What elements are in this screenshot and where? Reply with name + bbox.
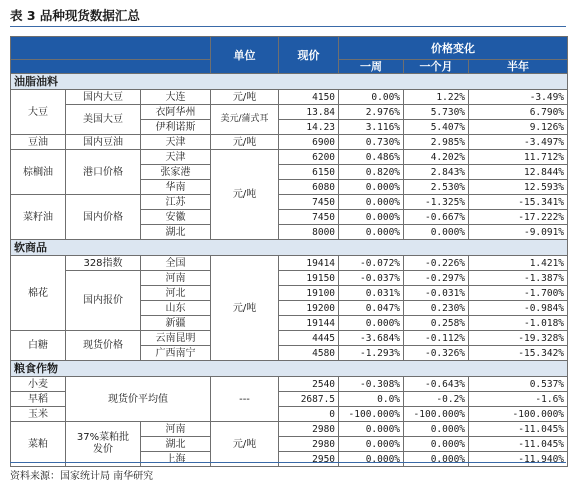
header-month: 一个月 xyxy=(404,60,469,74)
price-cell: 4580 xyxy=(279,346,339,361)
week-cell: 0.000% xyxy=(339,422,404,437)
table-row xyxy=(11,195,568,210)
half-year-cell: -1.6% xyxy=(469,392,568,407)
table-row xyxy=(11,422,568,437)
week-cell: 0.000% xyxy=(339,195,404,210)
price-cell: 0 xyxy=(279,407,339,422)
price-cell: 19414 xyxy=(279,256,339,271)
category-oils: 油脂油料 xyxy=(11,74,568,90)
table-row xyxy=(11,331,568,346)
commodity-early-rice: 早稻 xyxy=(11,392,66,407)
half-year-cell: -11.940% xyxy=(469,452,568,467)
half-year-cell: 9.126% xyxy=(469,120,568,135)
price-cell: 19200 xyxy=(279,301,339,316)
month-cell: 5.407% xyxy=(404,120,469,135)
price-cell: 2687.5 xyxy=(279,392,339,407)
month-cell: -0.643% xyxy=(404,377,469,392)
week-cell: -1.293% xyxy=(339,346,404,361)
month-cell: 4.202% xyxy=(404,150,469,165)
half-year-cell: -100.000% xyxy=(469,407,568,422)
subtype-meal-wholesale-line2: 发价 xyxy=(93,444,113,455)
price-cell: 2540 xyxy=(279,377,339,392)
region-cell: 大连 xyxy=(141,90,211,105)
week-cell: 0.000% xyxy=(339,437,404,452)
subtype-domestic-quote: 国内报价 xyxy=(66,271,141,331)
week-cell: 3.116% xyxy=(339,120,404,135)
price-cell: 2980 xyxy=(279,437,339,452)
month-cell: -0.2% xyxy=(404,392,469,407)
unit-cell: 元/吨 xyxy=(211,150,279,240)
month-cell: 0.000% xyxy=(404,437,469,452)
region-cell: 广西南宁 xyxy=(141,346,211,361)
month-cell: 0.000% xyxy=(404,225,469,240)
half-year-cell: -3.49% xyxy=(469,90,568,105)
subtype-port-price: 港口价格 xyxy=(66,150,141,195)
subtype-index-328: 328指数 xyxy=(66,256,141,271)
subtype-spot-average: 现货价平均值 xyxy=(66,377,211,422)
header-row xyxy=(11,37,568,60)
subtype-meal-wholesale xyxy=(66,422,141,467)
region-cell: 安徽 xyxy=(141,210,211,225)
week-cell: -0.072% xyxy=(339,256,404,271)
table-row xyxy=(11,90,568,105)
unit-cell: --- xyxy=(211,377,279,422)
half-year-cell: -11.045% xyxy=(469,422,568,437)
week-cell: 0.000% xyxy=(339,225,404,240)
category-row xyxy=(11,361,568,377)
price-cell: 14.23 xyxy=(279,120,339,135)
subtype-domestic-soybean: 国内大豆 xyxy=(66,90,141,105)
header-unit: 单位 xyxy=(211,37,279,74)
subtype-spot-price: 现货价格 xyxy=(66,331,141,361)
region-cell: 山东 xyxy=(141,301,211,316)
week-cell: 0.000% xyxy=(339,180,404,195)
month-cell: -1.325% xyxy=(404,195,469,210)
subtype-domestic-soybean-oil: 国内豆油 xyxy=(66,135,141,150)
half-year-cell: -19.328% xyxy=(469,331,568,346)
unit-cell: 元/吨 xyxy=(211,256,279,361)
week-cell: -3.684% xyxy=(339,331,404,346)
half-year-cell: 0.537% xyxy=(469,377,568,392)
price-cell: 13.84 xyxy=(279,105,339,120)
price-cell: 6900 xyxy=(279,135,339,150)
half-year-cell: 12.844% xyxy=(469,165,568,180)
header-blank xyxy=(11,37,211,60)
price-cell: 4445 xyxy=(279,331,339,346)
price-cell: 2950 xyxy=(279,452,339,467)
table-row xyxy=(11,271,568,286)
half-year-cell: -1.018% xyxy=(469,316,568,331)
price-cell: 7450 xyxy=(279,210,339,225)
half-year-cell: 1.421% xyxy=(469,256,568,271)
half-year-cell: -15.342% xyxy=(469,346,568,361)
half-year-cell: 6.790% xyxy=(469,105,568,120)
half-year-cell: 12.593% xyxy=(469,180,568,195)
region-cell: 天津 xyxy=(141,150,211,165)
month-cell: -0.667% xyxy=(404,210,469,225)
week-cell: -0.037% xyxy=(339,271,404,286)
half-year-cell: -11.045% xyxy=(469,437,568,452)
month-cell: -0.031% xyxy=(404,286,469,301)
region-cell: 河南 xyxy=(141,271,211,286)
region-cell: 江苏 xyxy=(141,195,211,210)
region-cell: 河南 xyxy=(141,422,211,437)
week-cell: 0.820% xyxy=(339,165,404,180)
commodity-sugar: 白糖 xyxy=(11,331,66,361)
month-cell: 2.985% xyxy=(404,135,469,150)
week-cell: 0.0% xyxy=(339,392,404,407)
unit-cell: 元/吨 xyxy=(211,135,279,150)
week-cell: 0.000% xyxy=(339,316,404,331)
category-row xyxy=(11,74,568,90)
table-row xyxy=(11,256,568,271)
unit-cell: 元/吨 xyxy=(211,422,279,467)
price-cell: 2980 xyxy=(279,422,339,437)
header-half-year: 半年 xyxy=(469,60,568,74)
price-cell: 8000 xyxy=(279,225,339,240)
month-cell: 0.258% xyxy=(404,316,469,331)
month-cell: -100.000% xyxy=(404,407,469,422)
header-week: 一周 xyxy=(339,60,404,74)
commodity-cotton: 棉花 xyxy=(11,256,66,331)
month-cell: 0.000% xyxy=(404,452,469,467)
week-cell: 0.000% xyxy=(339,210,404,225)
region-cell: 新疆 xyxy=(141,316,211,331)
month-cell: 0.000% xyxy=(404,422,469,437)
price-cell: 7450 xyxy=(279,195,339,210)
commodity-corn: 玉米 xyxy=(11,407,66,422)
table-row xyxy=(11,150,568,165)
week-cell: 0.031% xyxy=(339,286,404,301)
half-year-cell: -9.091% xyxy=(469,225,568,240)
category-row xyxy=(11,240,568,256)
subtype-meal-wholesale-line1: 37%菜粕批 xyxy=(76,432,130,443)
month-cell: 1.22% xyxy=(404,90,469,105)
header-change: 价格变化 xyxy=(339,37,568,60)
price-cell: 19100 xyxy=(279,286,339,301)
price-cell: 6200 xyxy=(279,150,339,165)
source-note: 资料来源：国家统计局 南华研究 xyxy=(10,471,154,482)
category-grains: 粮食作物 xyxy=(11,361,568,377)
half-year-cell: -0.984% xyxy=(469,301,568,316)
commodity-rapeseed-oil: 菜籽油 xyxy=(11,195,66,240)
week-cell: -100.000% xyxy=(339,407,404,422)
month-cell: 0.230% xyxy=(404,301,469,316)
header-price: 现价 xyxy=(279,37,339,74)
subheader-blank xyxy=(11,60,211,74)
week-cell: -0.308% xyxy=(339,377,404,392)
commodity-wheat: 小麦 xyxy=(11,377,66,392)
region-cell: 湖北 xyxy=(141,437,211,452)
month-cell: -0.226% xyxy=(404,256,469,271)
region-cell: 衣阿华州 xyxy=(141,105,211,120)
region-cell: 伊利诺斯 xyxy=(141,120,211,135)
week-cell: 0.000% xyxy=(339,452,404,467)
subtype-domestic-price: 国内价格 xyxy=(66,195,141,240)
month-cell: -0.112% xyxy=(404,331,469,346)
commodity-rapeseed-meal: 菜粕 xyxy=(11,422,66,467)
half-year-cell: -15.341% xyxy=(469,195,568,210)
region-cell: 张家港 xyxy=(141,165,211,180)
commodity-soybean-oil: 豆油 xyxy=(11,135,66,150)
price-cell: 4150 xyxy=(279,90,339,105)
half-year-cell: -3.497% xyxy=(469,135,568,150)
unit-cell: 元/吨 xyxy=(211,90,279,105)
region-cell: 云南昆明 xyxy=(141,331,211,346)
commodity-palm-oil: 棕榈油 xyxy=(11,150,66,195)
category-softs: 软商品 xyxy=(11,240,568,256)
table-row xyxy=(11,105,568,120)
week-cell: 0.730% xyxy=(339,135,404,150)
region-cell: 天津 xyxy=(141,135,211,150)
table-caption: 表 3 品种现货数据汇总 xyxy=(10,8,140,23)
subtype-us-soybean: 美国大豆 xyxy=(66,105,141,135)
price-cell: 19150 xyxy=(279,271,339,286)
commodity-soybean: 大豆 xyxy=(11,90,66,135)
region-cell: 河北 xyxy=(141,286,211,301)
table-row xyxy=(11,135,568,150)
week-cell: 0.00% xyxy=(339,90,404,105)
price-cell: 6080 xyxy=(279,180,339,195)
region-cell: 全国 xyxy=(141,256,211,271)
half-year-cell: -17.222% xyxy=(469,210,568,225)
month-cell: -0.297% xyxy=(404,271,469,286)
spot-price-table xyxy=(10,36,568,467)
unit-cell: 美元/蒲式耳 xyxy=(211,105,279,135)
week-cell: 2.976% xyxy=(339,105,404,120)
half-year-cell: -1.700% xyxy=(469,286,568,301)
week-cell: 0.047% xyxy=(339,301,404,316)
region-cell: 上海 xyxy=(141,452,211,467)
month-cell: 5.730% xyxy=(404,105,469,120)
half-year-cell: 11.712% xyxy=(469,150,568,165)
price-cell: 6150 xyxy=(279,165,339,180)
caption-divider xyxy=(10,26,566,27)
half-year-cell: -1.387% xyxy=(469,271,568,286)
price-cell: 19144 xyxy=(279,316,339,331)
month-cell: -0.326% xyxy=(404,346,469,361)
month-cell: 2.530% xyxy=(404,180,469,195)
source-divider xyxy=(10,462,566,463)
region-cell: 湖北 xyxy=(141,225,211,240)
week-cell: 0.486% xyxy=(339,150,404,165)
table-row xyxy=(11,377,568,392)
month-cell: 2.843% xyxy=(404,165,469,180)
region-cell: 华南 xyxy=(141,180,211,195)
